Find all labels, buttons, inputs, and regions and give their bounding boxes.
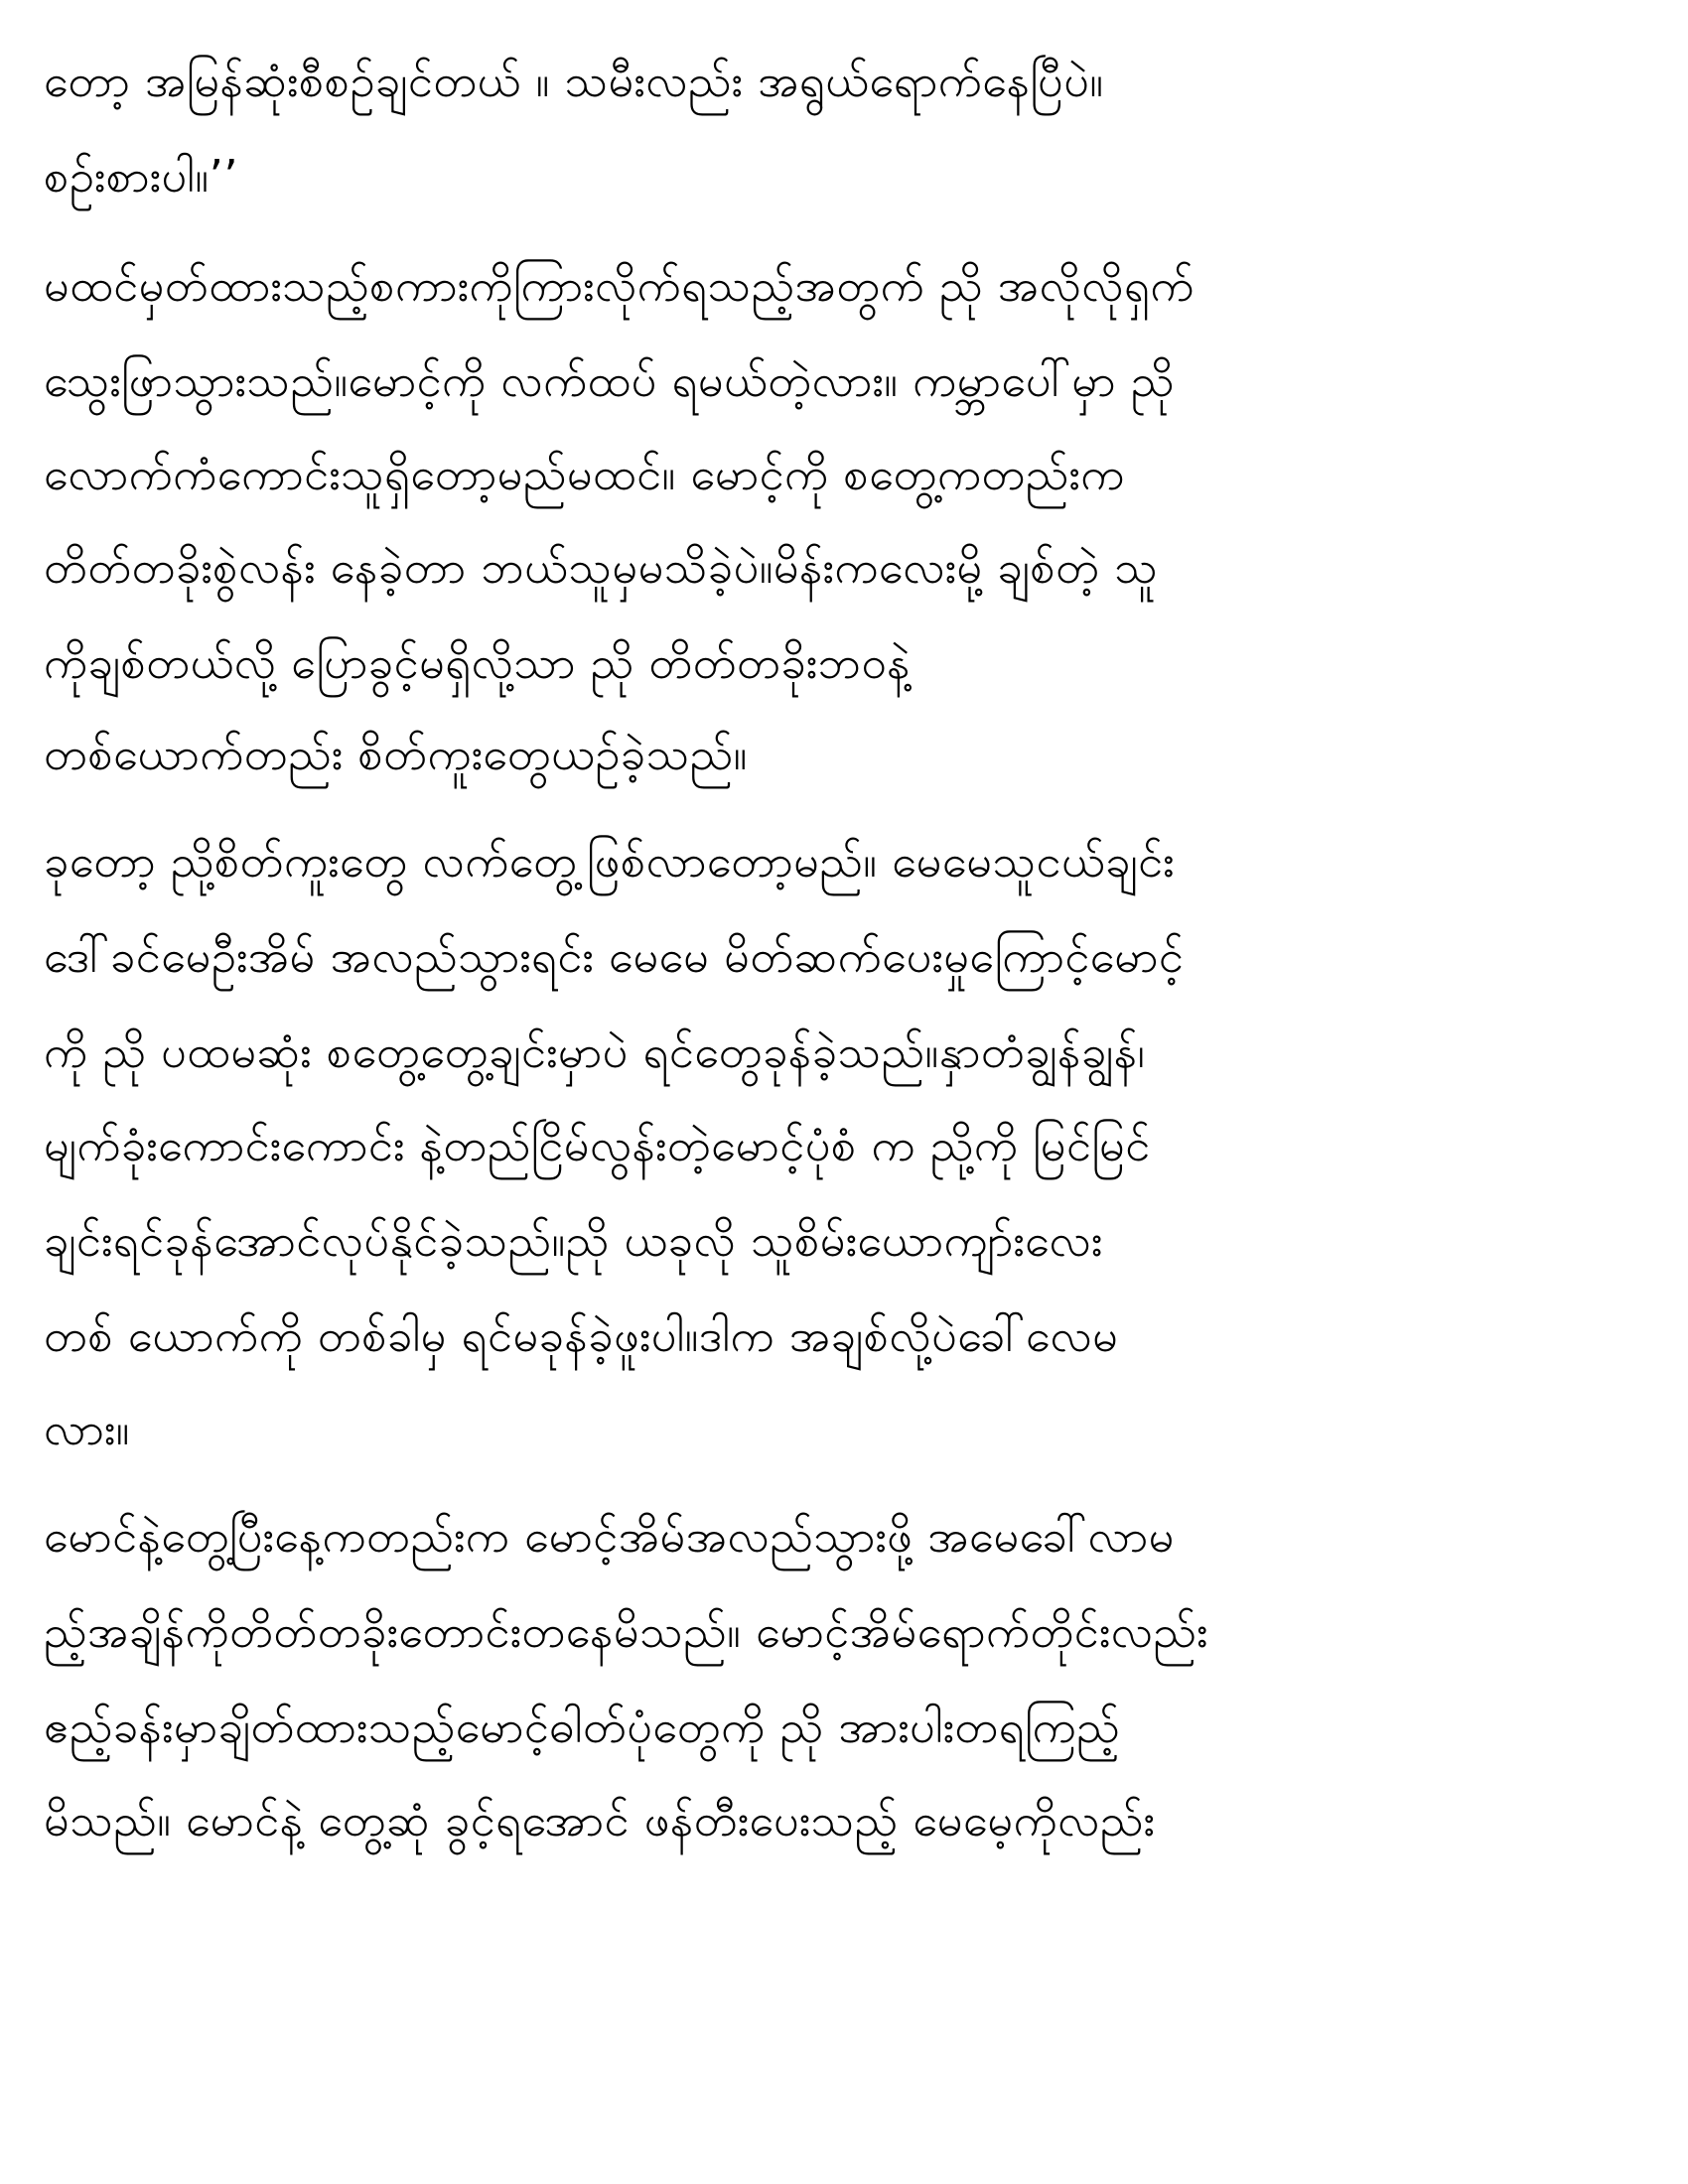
text-line-13: ချင်းရင်ခုန်အောင်လုပ်နိုင်ခဲ့သည်။ညို ယခုလို သူစိမ်းယောကျာ်းလေး <box>44 1214 1103 1267</box>
text-line-18: ဧည့်ခန်းမှာချိတ်ထားသည့်မောင့်ဓါတ်ပုံတွေကို ညို အားပါးတရကြည့် <box>44 1701 1121 1753</box>
text-line-12: မျက်ခုံးကောင်းကောင်း နဲ့တည်ငြိမ်လွန်းတဲ့မောင့်ပုံစံ က ညို့ကို မြင်မြင် <box>44 1119 1151 1171</box>
text-line-19: မိသည်။ မောင်နဲ့ တွေ့ဆုံ ခွင့်ရအောင် ဖန်တီးပေးသည့် မေမေ့ကိုလည်း <box>44 1794 1156 1846</box>
text-line-16: မောင်နဲ့တွေ့ပြီးနေ့ကတည်းက မောင့်အိမ်အလည်သွားဖို့ အမေခေါ်လာမ <box>44 1510 1175 1563</box>
text-line-17: ည့်အချိန်ကိုတိတ်တခိုးတောင်းတနေမိသည်။ မောင့်အိမ်ရောက်တိုင်းလည်း <box>44 1605 1208 1658</box>
text-line-6: တိတ်တခိုးစွဲလန်း နေခဲ့တာ ဘယ်သူမှမသိခဲ့ပဲ။မိန်းကလေးမို့ ချစ်တဲ့ သူ <box>44 541 1159 594</box>
text-line-3: မထင်မှတ်ထားသည့်စကားကိုကြားလိုက်ရသည့်အတွက် ညို အလိုလိုရှက် <box>44 259 1195 312</box>
text-line-10: ဒေါ်ခင်မေဦးအိမ် အလည်သွားရင်း မေမေ မိတ်ဆက်ပေးမှုကြောင့်မောင့် <box>44 930 1185 983</box>
text-line-8: တစ်ယောက်တည်း စိတ်ကူးတွေယဉ်ခဲ့သည်။ <box>44 728 748 780</box>
text-line-5: လောက်ကံကောင်းသူရှိတော့မည်မထင်။ မောင့်ကို စတွေ့ကတည်းက <box>44 448 1125 500</box>
text-line-15: လား။ <box>44 1403 130 1455</box>
text-line-1: တော့ အမြန်ဆုံးစီစဉ်ချင်တယ် ။ သမီးလည်း အရွယ်ရောက်နေပြီပဲ။ <box>44 55 1104 107</box>
text-line-11: ကို ညို ပထမဆုံး စတွေ့တွေ့ချင်းမှာပဲ ရင်တွေခုန်ခဲ့သည်။နှာတံချွန်ချွန်၊ <box>44 1025 1146 1078</box>
text-line-14: တစ် ယောက်ကို တစ်ခါမှ ရင်မခုန်ခဲ့ဖူးပါ။ဒါက အချစ်လို့ပဲခေါ်လေမ <box>44 1309 1119 1362</box>
text-line-2: စဉ်းစားပါ။’’ <box>44 150 239 203</box>
text-line-9: ခုတော့ ညို့စိတ်ကူးတွေ လက်တွေ့ဖြစ်လာတော့မည်။ မေမေသူငယ်ချင်း <box>44 835 1175 887</box>
text-line-7: ကိုချစ်တယ်လို့ ပြောခွင့်မရှိလို့သာ ညို တိတ်တခိုးဘဝနဲ့ <box>44 636 911 689</box>
text-line-4: သွေးဖြာသွားသည်။မောင့်ကို လက်ထပ် ရမယ်တဲ့လား။ ကမ္ဘာပေါ်မှာ ညို <box>44 354 1175 407</box>
